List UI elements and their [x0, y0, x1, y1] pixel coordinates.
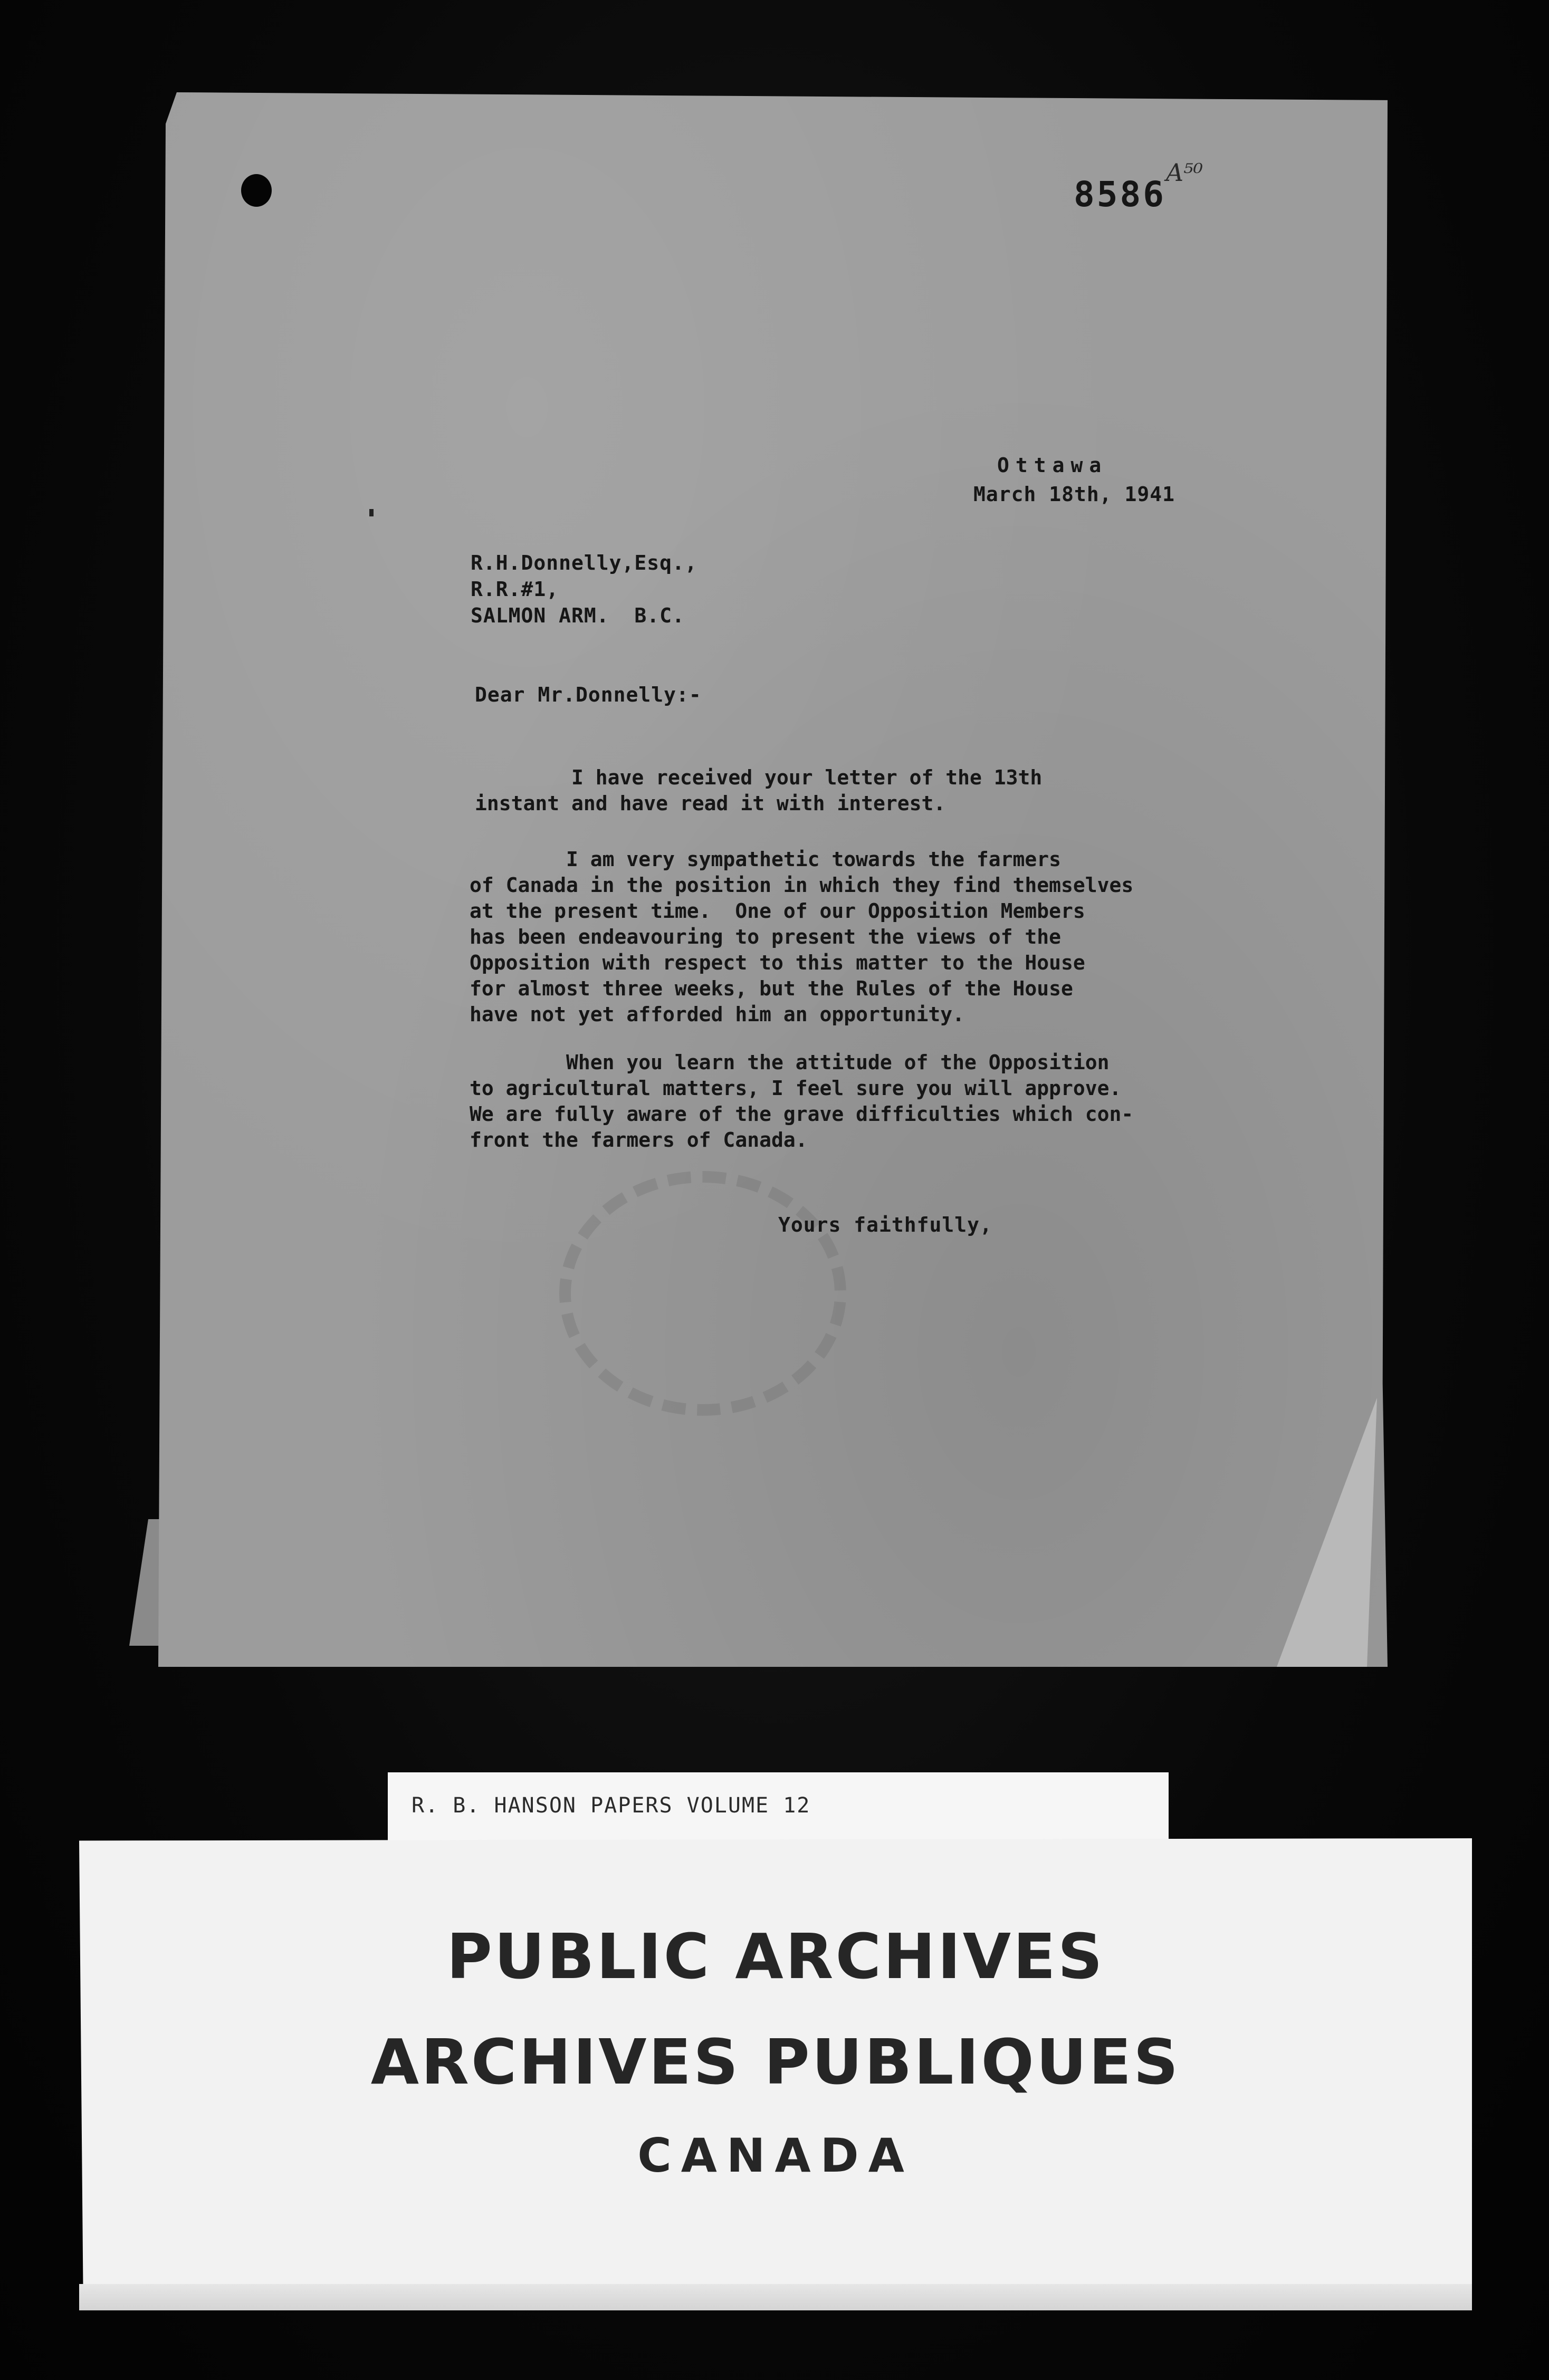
punch-hole	[241, 174, 272, 207]
archive-title-english: PUBLIC ARCHIVES	[446, 1920, 1105, 1993]
archive-title-french: ARCHIVES PUBLIQUES	[370, 2026, 1181, 2098]
paragraph-opposition-attitude: When you learn the attitude of the Opposition to agricultural matters, I feel sure you will approve. We are fully aware of the grave difficulties which con- front the farmers of Canada.	[470, 1051, 1134, 1151]
faded-seal-impression	[559, 1171, 846, 1416]
archive-card-bottom-edge	[79, 2284, 1472, 2310]
volume-label-text: R. B. HANSON PAPERS VOLUME 12	[412, 1793, 811, 1818]
archive-country: CANADA	[637, 2128, 914, 2183]
letter-place: Ottawa	[997, 454, 1108, 477]
recipient-town: SALMON ARM. B.C.	[471, 604, 685, 627]
paragraph-sympathy: I am very sympathetic towards the farmers of Canada in the position in which they find themselves at the present time. One of our Opposition Members has been endeavouring to present the views of the Opposition with respect to this matter to the House for almost three weeks, but the Rules of the House have not yet afforded him an opportunity.	[470, 848, 1134, 1026]
paragraph-acknowledgement: I have received your letter of the 13th instant and have read it with interest.	[475, 766, 1043, 815]
recipient-name: R.H.Donnelly,Esq.,	[471, 551, 697, 574]
closing: Yours faithfully,	[778, 1213, 992, 1236]
document-number: 8586	[1074, 174, 1166, 215]
pencil-mark	[369, 509, 374, 516]
salutation: Dear Mr.Donnelly:-	[475, 683, 702, 706]
letter-date: March 18th, 1941	[973, 483, 1175, 506]
document-number-annotation: A⁵⁰	[1166, 158, 1203, 187]
recipient-route: R.R.#1,	[471, 578, 559, 601]
